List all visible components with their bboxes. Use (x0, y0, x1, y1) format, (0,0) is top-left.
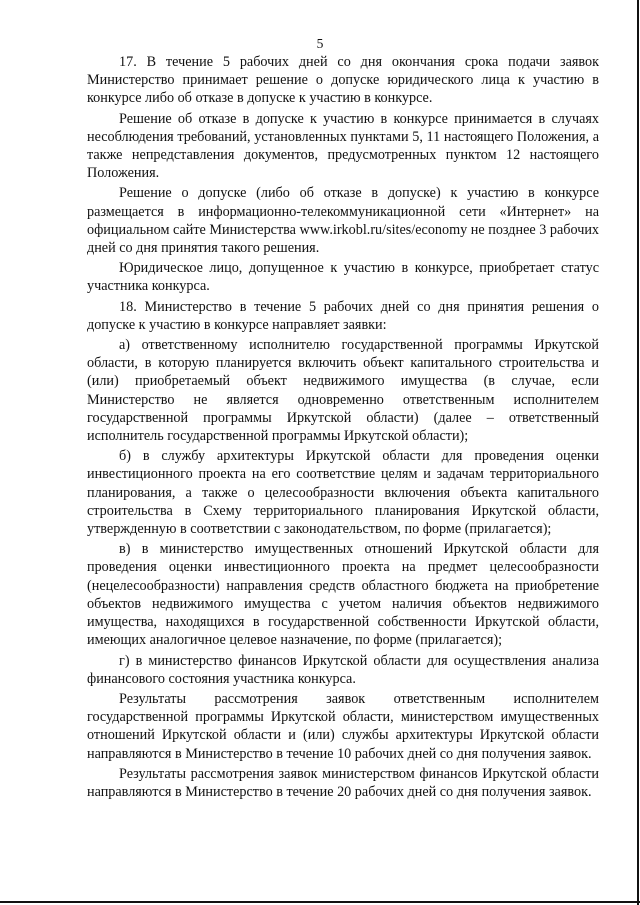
list-item-c: в) в министерство имущественных отношений Иркутской области для проведения оценки инвестиционного проекта на предмет целесообразности (нецелесообразности) направления средств областного бюджета на приобретение объектов недвижимого имущества с учетом наличия объектов недвижимого имущества, находящихся в государственной собственности Иркутской области, имеющих аналогичное целевое назначение, по форме (прилагается); (87, 541, 599, 649)
page-number: 5 (316, 36, 324, 51)
document-body (87, 53, 599, 803)
scan-edge-right (637, 0, 639, 905)
list-item-b: б) в службу архитектуры Иркутской области для проведения оценки инвестиционного проекта на его соответствие целям и задачам территориального планирования, а также о целесообразности включения объекта капитального строительства в Схему территориального планирования Иркутской области, утвержденную в соответствии с законодательством, по форме (прилагается); (87, 448, 599, 538)
paragraph-decision-publication: Решение о допуске (либо об отказе в допуске) к участию в конкурсе размещается в информационно-телекоммуникационной сети «Интернет» на официальном сайте Министерства www.irkobl.ru/sites/economy не позднее 3 рабочих дней со дня принятия такого решения. (87, 185, 600, 257)
paragraph-18: 18. Министерство в течение 5 рабочих дней со дня принятия решения о допуске к участию в конкурсе направляет заявки: (87, 298, 599, 333)
scan-edge-bottom (0, 901, 640, 903)
paragraph-review-results: Результаты рассмотрения заявок ответственным исполнителем государственной программы Иркутской области, министерством имущественных отношений Иркутской области и (или) службы архитектуры Иркутской области направляются в Министерство в течение 10 рабочих дней со дня получения заявок. (87, 690, 599, 762)
paragraph-17: 17. В течение 5 рабочих дней со дня окончания срока подачи заявок Министерство принимает решение о допуске юридического лица к участию в конкурсе либо об отказе в допуске к участию в конкурсе. (87, 54, 599, 107)
paragraph-finance-review-results: Результаты рассмотрения заявок министерством финансов Иркутской области направляются в Министерство в течение 20 рабочих дней со дня получения заявок. (87, 765, 599, 800)
list-item-d: г) в министерство финансов Иркутской области для осуществления анализа финансового состояния участника конкурса. (87, 652, 599, 687)
list-item-a: а) ответственному исполнителю государственной программы Иркутской области, в которую планируется включить объект капитального строительства и (или) приобретаемый объект недвижимого имущества (в случае, если Министерство не является одновременно ответственным исполнителем государственной программы Иркутской области) (далее – ответственный исполнитель государственной программы Иркутской области); (87, 337, 599, 445)
paragraph-refusal-grounds: Решение об отказе в допуске к участию в конкурсе принимается в случаях несоблюдения требований, установленных пунктами 5, 11 настоящего Положения, а также непредставления документов, предусмотренных пунктом 12 настоящего Положения. (87, 110, 599, 182)
paragraph-participant-status: Юридическое лицо, допущенное к участию в конкурсе, приобретает статус участника конкурса. (87, 260, 599, 295)
